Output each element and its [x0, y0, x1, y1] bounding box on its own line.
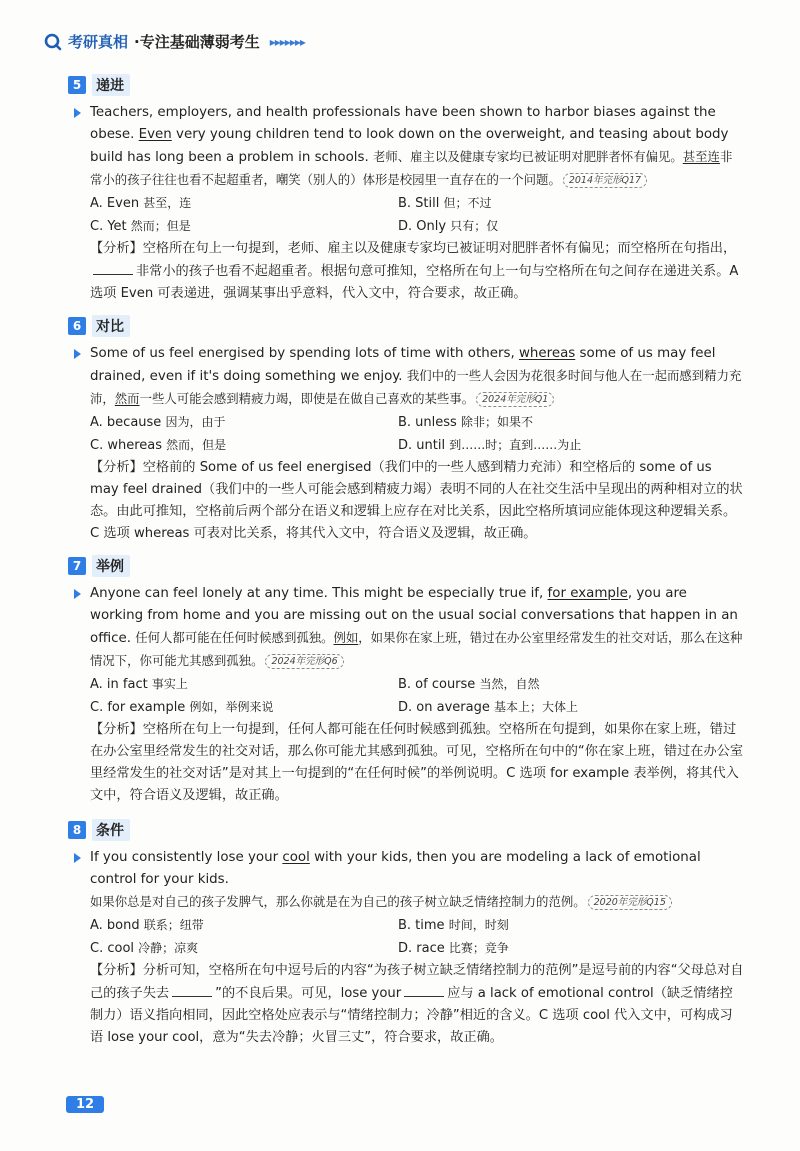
analysis: 【分析】空格所在句上一句提到，任何人都可能在任何时候感到孤独。空格所在句提到，如果你在家上班，错过在办公室里经常发生的社交对话，那么你可能尤其感到孤独。可见，空格所在句中的“你在家上班，错过在办公室里经常发生的社交对话”是对其上一句提到的“在任何时候”的举例说明。C 选项 for example 表举例，将其代入文中，符合语义及逻辑，故正确。	[90, 722, 744, 803]
translation-text: 非常小的孩子往往也看不起超重者，嘲笑（别人的）体形是校园里一直存在的一个问题。	[90, 149, 733, 187]
section-title: 对比	[92, 315, 130, 337]
translation-text: 任何人都可能在任何时候感到孤独。	[135, 630, 334, 645]
bullet-triangle-icon	[74, 853, 81, 863]
section-5-head	[68, 74, 744, 96]
passage-text: very young children tend to look down on the overweight, and teasing about body build has long been a problem in schools.	[90, 127, 729, 165]
blank-line	[404, 982, 444, 997]
option: D. race 比赛；竞争	[398, 941, 509, 956]
translation-keyword: 甚至连	[682, 149, 720, 164]
option: B. time 时间，时刻	[398, 918, 509, 933]
bullet-triangle-icon	[74, 349, 81, 359]
content	[68, 68, 744, 1051]
options	[68, 914, 744, 960]
keyword: whereas	[518, 346, 576, 361]
keyword: Even	[138, 127, 172, 142]
option: D. Only 只有；仅	[398, 219, 499, 234]
option: A. bond 联系；纽带	[90, 918, 204, 933]
option: C. whereas 然而，但是	[90, 438, 227, 453]
example-passage	[68, 847, 744, 914]
passage-text: Teachers, employers, and health professionals have been shown to harbor biases against the obese.	[90, 105, 716, 142]
analysis: 【分析】分析可知，空格所在句中逗号后的内容“为孩子树立缺乏情绪控制力的范例”是逗号前的内容“父母总对自己的孩子失去 ”的不良后果。可见，lose your 应与 a lack of emotional control（缺乏情绪控制力）语义指向相同，因此空格处应表示与“情绪控制力；冷静”相近的含义。C 选项 cool 代入文中，可构成习语 lose your cool，意为“失去冷静；火冒三丈”，符合要求，故正确。	[90, 963, 744, 1045]
option: C. Yet 然而；但是	[90, 219, 191, 234]
section-title: 递进	[92, 74, 130, 96]
section-7-head	[68, 555, 744, 577]
options	[68, 192, 744, 238]
passage-text: some of us may feel drained, even if it's doing something we enjoy.	[90, 346, 716, 384]
bullet-triangle-icon	[74, 589, 81, 599]
blank-line	[172, 982, 212, 997]
section-number-badge: 7	[68, 557, 86, 575]
keyword: for example	[547, 586, 628, 601]
header-title: 考研真相	[68, 33, 129, 51]
passage-text: with your kids, then you are modeling a lack of emotional control for your kids.	[90, 850, 701, 887]
translation-text: 老师、雇主以及健康专家均已被证明对肥胖者怀有偏见。	[373, 149, 683, 164]
search-logo-icon	[44, 33, 62, 51]
option: C. cool 冷静；凉爽	[90, 941, 199, 956]
section-number-badge: 5	[68, 76, 86, 94]
source-tag: 2024年完形Q6	[265, 654, 343, 669]
option: D. on average 基本上；大体上	[398, 700, 578, 715]
example-passage	[68, 102, 744, 192]
bullet-triangle-icon	[74, 108, 81, 118]
option: B. unless 除非；如果不	[398, 415, 533, 430]
header	[44, 31, 305, 52]
option: B. Still 但；不过	[398, 196, 492, 211]
section-title: 条件	[92, 819, 130, 841]
section-number-badge: 8	[68, 821, 86, 839]
source-tag: 2020年完形Q15	[588, 895, 672, 910]
translation-keyword: 然而	[114, 391, 140, 406]
translation-text: ，如果你在家上班，错过在办公室里经常发生的社交对话，那么在这种情况下，你可能尤其感到孤独。	[90, 630, 743, 668]
translation-text: 我们中的一些人会因为花很多时间与他人在一起而感到精力充沛，	[90, 368, 742, 406]
option: A. Even 甚至，连	[90, 196, 192, 211]
analysis: 【分析】空格前的 Some of us feel energised（我们中的一些人感到精力充沛）和空格后的 some of us may feel drained（我们中的一些人可能会感到精疲力竭）表明不同的人在社交生活中呈现出的两种相对立的状态。由此可推知，空格前后两个部分在语义和逻辑上应存在对比关系，因此空格所填词应能体现这种逻辑关系。C 选项 whereas 可表对比关系，将其代入文中，符合语义及逻辑，故正确。	[90, 460, 743, 541]
translation-text: 如果你总是对自己的孩子发脾气，那么你就是在为自己的孩子树立缺乏情绪控制力的范例。	[90, 894, 586, 909]
keyword: cool	[282, 850, 310, 865]
source-tag: 2014年完形Q17	[563, 173, 647, 188]
example-passage	[68, 343, 744, 411]
header-subtitle: ·专注基础薄弱考生	[134, 33, 260, 51]
option: C. for example 例如，举例来说	[90, 700, 274, 715]
section-title: 举例	[92, 555, 130, 577]
options	[68, 411, 744, 457]
section-8-head	[68, 819, 744, 841]
section-number-badge: 6	[68, 317, 86, 335]
source-tag: 2024年完形Q1	[476, 392, 554, 407]
passage-text: Some of us feel energised by spending lots of time with others,	[90, 346, 519, 361]
section-6-head	[68, 315, 744, 337]
blank-line	[93, 260, 133, 275]
passage-text: , you are working from home and you are missing out on the usual social conversations that happen in an office.	[90, 586, 738, 646]
passage-text: If you consistently lose your	[90, 850, 283, 865]
option: A. in fact 事实上	[90, 677, 188, 692]
chevrons-icon: ▸▸▸▸▸▸▸	[269, 34, 305, 49]
passage-text: Anyone can feel lonely at any time. This might be especially true if,	[90, 586, 548, 601]
option: B. of course 当然，自然	[398, 677, 540, 692]
option: D. until 到……时；直到……为止	[398, 438, 582, 453]
translation-keyword: 例如	[333, 630, 359, 645]
page-number: 12	[66, 1096, 104, 1113]
example-passage	[68, 583, 744, 673]
translation-text: 一些人可能会感到精疲力竭，即使是在做自己喜欢的某些事。	[139, 391, 475, 406]
options	[68, 673, 744, 719]
analysis: 【分析】空格所在句上一句提到，老师、雇主以及健康专家均已被证明对肥胖者怀有偏见；而空格所在句指出，非常小的孩子也看不起超重者。根据句意可推知，空格所在句上一句与空格所在句之间存在递进关系。A 选项 Even 可表递进，强调某事出乎意料，代入文中，符合要求，故正确。	[90, 241, 739, 301]
option: A. because 因为，由于	[90, 415, 226, 430]
